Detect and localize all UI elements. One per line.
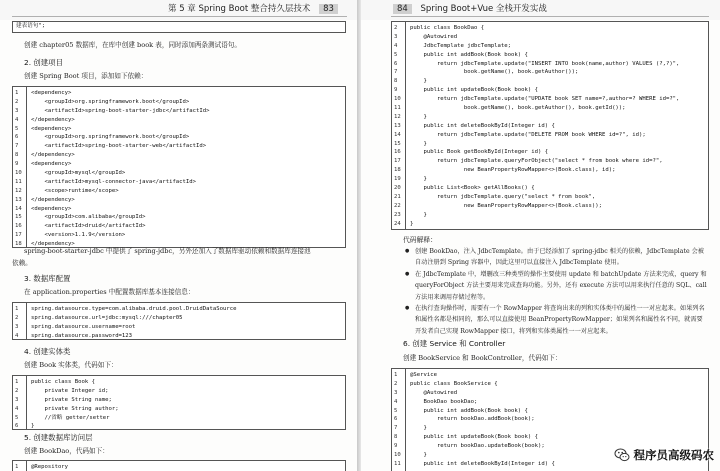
- line-number: 7: [15, 143, 19, 150]
- code-line: [13, 323, 345, 332]
- line-number: 1: [15, 379, 19, 385]
- header-rule: [391, 16, 709, 17]
- code-text: spring.datasource.type=com.alibaba.druid.pool.DruidDataSource: [31, 306, 237, 312]
- code-text: private String author;: [31, 405, 119, 412]
- line-number: 15: [394, 140, 401, 147]
- code-text: <dependency>: [31, 161, 72, 168]
- code-text: public int addBook(Book book) {: [410, 407, 528, 414]
- page-number: 83: [319, 4, 338, 14]
- code-text: </dependency>: [31, 152, 75, 159]
- code-text: private Integer id;: [31, 387, 109, 394]
- code-line: [392, 175, 708, 184]
- line-number: 18: [394, 167, 401, 174]
- code-line: [13, 160, 345, 169]
- code-text: <groupId>com.alibaba</groupId>: [31, 214, 146, 221]
- code-line: [392, 51, 708, 60]
- line-number: 7: [394, 69, 398, 76]
- code-text: book.getName(), book.getAuthor());: [410, 69, 579, 76]
- line-number: 22: [394, 202, 401, 209]
- code-text: new BeanPropertyRowMapper<>(Book.class), id);: [410, 167, 616, 174]
- code-text: public int addBook(Book book) {: [410, 51, 528, 58]
- code-text: }: [31, 423, 35, 430]
- paragraph: 创建 chapter05 数据库，在库中创建 book 表，同时添加两条测试语句。: [24, 41, 241, 49]
- code-line: [392, 202, 708, 211]
- code-text: public class Book {: [31, 379, 95, 385]
- code-line: [392, 24, 708, 33]
- code-text: public int updateBook(Book book) {: [410, 87, 538, 94]
- code-text: return jdbcTemplate.update("INSERT INTO book(name,author) VALUES (?,?)",: [410, 60, 680, 67]
- watermark: [614, 447, 715, 463]
- code-text: }: [410, 176, 427, 183]
- code-line: [392, 42, 708, 51]
- code-text: </dependency>: [31, 116, 75, 123]
- code-text: }: [410, 425, 427, 432]
- code-text: }: [410, 211, 427, 218]
- line-number: 14: [394, 131, 401, 138]
- code-block-bookdao: [391, 21, 709, 230]
- code-text: return jdbcTemplate.query("select * from book",: [410, 193, 596, 200]
- line-number: 1: [15, 464, 19, 470]
- header-rule: [12, 16, 347, 17]
- code-text: <artifactId>spring-boot-starter-jdbc</artifactId>: [31, 107, 210, 114]
- explanation-bullet: ● 在 JdbcTemplate 中，增删改三种类型的操作主要使用 update 和 batchUpdate 方法来完成，query 和 queryForObject 方法主要用来完成查询功能。另外，还有 execute 方法可以用来执行任意的 SQL、call 方法用来调用存储过程等。: [405, 269, 707, 303]
- code-text: }: [410, 452, 427, 459]
- code-text: <dependency>: [31, 90, 72, 96]
- line-number: 18: [15, 241, 22, 248]
- code-line: [13, 133, 345, 142]
- line-number: 1: [15, 306, 19, 312]
- line-number: 15: [15, 214, 22, 221]
- code-text: public int deleteBookById(Integer id) {: [410, 460, 555, 467]
- section-heading: 4. 创建实体类: [24, 347, 71, 356]
- code-line: [13, 98, 345, 107]
- code-text: @Autowired: [410, 389, 458, 396]
- line-number: 3: [15, 323, 19, 330]
- code-text: spring.datasource.password=123: [31, 332, 133, 339]
- code-text: @Repository: [31, 464, 69, 470]
- code-line: [392, 60, 708, 69]
- code-line: [13, 213, 345, 222]
- code-text: public List<Book> getAllBooks() {: [410, 185, 535, 192]
- line-number: 11: [394, 460, 401, 467]
- line-number: 3: [15, 107, 19, 114]
- line-number: 16: [15, 223, 22, 230]
- line-number: 4: [15, 332, 19, 339]
- code-line: [13, 231, 345, 240]
- line-number: 2: [394, 25, 398, 31]
- code-block-properties: [12, 302, 346, 340]
- code-line: [392, 122, 708, 131]
- code-text: public int updateBook(Book book) {: [410, 434, 538, 441]
- section-heading: 5. 创建数据库访问层: [24, 433, 93, 442]
- code-text: public class BookService {: [410, 380, 498, 387]
- running-head: [393, 2, 547, 14]
- code-line: 建表语句";: [16, 23, 46, 29]
- line-number: 9: [394, 87, 398, 94]
- code-text: public Book getBookById(Integer id) {: [410, 149, 549, 156]
- explanation-bullet: ● 在执行查询操作时，需要有一个 RowMapper 将查询出来的列和实体类中的属性一一对应起来。如果列名和属性名都是相同的，那么可以直接使用 BeanPropertyRowMapper；如果列名和属性名不同，就需要开发者自己实现 RowMapper 接口，将列和实体类属性一一对应起来。: [405, 303, 707, 337]
- code-text: <scope>runtime</scope>: [31, 187, 119, 194]
- code-line: [392, 184, 708, 193]
- code-text: //省略 getter/setter: [31, 414, 110, 421]
- line-number: 13: [15, 196, 22, 203]
- code-text: <groupId>mysql</groupId>: [31, 170, 126, 177]
- paragraph: 创建 Book 实体类，代码如下：: [24, 361, 118, 369]
- paragraph: 依赖。: [12, 259, 32, 267]
- line-number: 5: [394, 407, 398, 414]
- explanation-bullet: ● 创建 BookDao，注入 JdbcTemplate。由于已经添加了 spring-jdbc 相关的依赖，JdbcTemplate 会被自动注册到 Spring 容器中，因此这里可以直接注入 JdbcTemplate 使用。: [405, 246, 707, 269]
- code-line: [13, 187, 345, 196]
- book-title: Spring Boot+Vue 全栈开发实战: [420, 4, 547, 14]
- code-line: [13, 463, 345, 471]
- code-line: [392, 398, 708, 407]
- code-text: <artifactId>mysql-connector-java</artifactId>: [31, 178, 197, 185]
- line-number: 1: [394, 372, 398, 378]
- running-head: [168, 2, 338, 14]
- code-text: }: [410, 78, 427, 85]
- code-snippet-top: [12, 21, 346, 33]
- paragraph: 创建 BookDao，代码如下：: [24, 447, 109, 455]
- line-number: 4: [15, 405, 19, 412]
- explanation-list: [405, 246, 707, 337]
- code-text: public int deleteBookById(Integer id) {: [410, 122, 555, 129]
- line-number: 5: [394, 51, 398, 58]
- code-text: <dependency>: [31, 125, 72, 132]
- section-heading: 2. 创建项目: [24, 58, 63, 67]
- code-line: [13, 305, 345, 314]
- code-line: [13, 332, 345, 340]
- explanation-title: 代码解释：: [403, 236, 437, 244]
- code-line: [392, 86, 708, 95]
- code-line: [392, 193, 708, 202]
- code-line: [13, 205, 345, 214]
- code-line: [392, 95, 708, 104]
- left-page: [0, 0, 357, 471]
- code-text: return bookDao.updateBook(book);: [410, 443, 545, 450]
- code-text: spring.datasource.username=root: [31, 323, 136, 330]
- code-text: return jdbcTemplate.update("DELETE FROM book WHERE id=?", id);: [410, 131, 646, 138]
- line-number: 3: [394, 33, 398, 40]
- code-line: [13, 414, 345, 423]
- code-line: [13, 89, 345, 98]
- code-text: <groupId>org.springframework.boot</groupId>: [31, 134, 190, 141]
- code-line: [13, 378, 345, 387]
- line-number: 6: [394, 60, 398, 67]
- line-number: 9: [394, 443, 398, 450]
- watermark-text: 程序员高级码农: [633, 448, 714, 462]
- line-number: 10: [394, 452, 401, 459]
- line-number: 8: [15, 152, 19, 159]
- paragraph: 在 application.properties 中配置数据库基本连接信息：: [24, 288, 195, 296]
- paragraph: 创建 BookService 和 BookController，代码如下：: [403, 354, 562, 362]
- code-line: [392, 148, 708, 157]
- line-number: 6: [394, 416, 398, 423]
- line-number: 4: [15, 116, 19, 123]
- code-line: [392, 424, 708, 433]
- line-number: 11: [15, 178, 22, 185]
- code-text: <version>1.1.9</version>: [31, 232, 126, 239]
- code-line: [392, 407, 708, 416]
- code-line: [13, 107, 345, 116]
- code-line: [392, 113, 708, 122]
- code-line: [13, 142, 345, 151]
- line-number: 6: [15, 134, 19, 141]
- line-number: 21: [394, 193, 401, 200]
- code-text: return jdbcTemplate.update("UPDATE book SET name=?,author=? WHERE id=?",: [410, 96, 680, 103]
- line-number: 3: [15, 396, 19, 403]
- code-text: <artifactId>druid</artifactId>: [31, 223, 146, 230]
- code-line: [392, 380, 708, 389]
- code-line: [13, 169, 345, 178]
- code-line: [392, 433, 708, 442]
- line-number: 2: [15, 98, 19, 105]
- line-number: 10: [394, 96, 401, 103]
- code-line: [13, 178, 345, 187]
- code-line: [392, 131, 708, 140]
- line-number: 8: [394, 78, 398, 85]
- line-number: 3: [394, 389, 398, 396]
- code-block-dependencies: [12, 86, 346, 248]
- code-line: [392, 157, 708, 166]
- code-line: [392, 389, 708, 398]
- code-line: [392, 220, 708, 229]
- code-line: [13, 222, 345, 231]
- code-text: BookDao bookDao;: [410, 398, 478, 405]
- line-number: 5: [15, 125, 19, 132]
- page-number: 84: [393, 4, 412, 14]
- line-number: 5: [15, 414, 19, 421]
- code-text: <artifactId>spring-boot-starter-web</artifactId>: [31, 143, 207, 150]
- code-line: [13, 422, 345, 430]
- section-heading: 6. 创建 Service 和 Controller: [403, 339, 506, 348]
- code-line: [392, 77, 708, 86]
- code-line: [392, 140, 708, 149]
- code-line: [13, 314, 345, 323]
- paragraph: spring-boot-starter-jdbc 中提供了 spring-jdbc，另外还加入了数据库驱动依赖和数据库连接池: [24, 247, 311, 255]
- code-line: [392, 211, 708, 220]
- line-number: 12: [394, 113, 401, 120]
- code-text: </dependency>: [31, 196, 75, 203]
- code-line: [392, 371, 708, 380]
- code-text: @Autowired: [410, 33, 458, 40]
- line-number: 23: [394, 211, 401, 218]
- code-line: [392, 166, 708, 175]
- line-number: 17: [15, 232, 22, 239]
- line-number: 20: [394, 185, 401, 192]
- code-text: private String name;: [31, 396, 112, 403]
- code-text: @Service: [410, 372, 437, 378]
- chapter-title: 第 5 章 Spring Boot 整合持久层技术: [168, 4, 311, 14]
- line-number: 7: [394, 425, 398, 432]
- wechat-bubble-icon: [614, 447, 630, 463]
- line-number: 1: [15, 90, 19, 96]
- line-number: 17: [394, 158, 401, 165]
- code-line: [13, 125, 345, 134]
- code-text: public class BookDao {: [410, 25, 485, 31]
- line-number: 2: [15, 387, 19, 394]
- code-line: [13, 387, 345, 396]
- code-text: JdbcTemplate jdbcTemplate;: [410, 42, 512, 49]
- code-block-book: [12, 375, 346, 430]
- line-number: 4: [394, 42, 398, 49]
- line-number: 8: [394, 434, 398, 441]
- line-number: 2: [15, 314, 19, 321]
- line-number: 16: [394, 149, 401, 156]
- code-line: [392, 68, 708, 77]
- code-text: return jdbcTemplate.queryForObject("select * from book where id=?",: [410, 158, 663, 165]
- line-number: 10: [15, 170, 22, 177]
- code-line: [392, 33, 708, 42]
- line-number: 11: [394, 105, 401, 112]
- code-line: [13, 405, 345, 414]
- code-text: }: [410, 220, 414, 227]
- line-number: 9: [15, 161, 19, 168]
- code-text: }: [410, 140, 427, 147]
- line-number: 2: [394, 380, 398, 387]
- code-line: [13, 116, 345, 125]
- line-number: 24: [394, 220, 401, 227]
- right-page: [361, 0, 720, 471]
- line-number: 19: [394, 176, 401, 183]
- code-text: <groupId>org.springframework.boot</groupId>: [31, 98, 190, 105]
- line-number: 6: [15, 423, 19, 430]
- code-block-repository: [12, 460, 346, 471]
- section-heading: 3. 数据库配置: [24, 274, 71, 283]
- code-text: return bookDao.addBook(book);: [410, 416, 535, 423]
- code-line: [392, 415, 708, 424]
- code-text: new BeanPropertyRowMapper<>(Book.class));: [410, 202, 602, 209]
- code-text: </dependency>: [31, 241, 75, 248]
- code-line: [13, 396, 345, 405]
- code-line: [13, 151, 345, 160]
- line-number: 13: [394, 122, 401, 129]
- line-number: 12: [15, 187, 22, 194]
- code-text: spring.datasource.url=jdbc:mysql:///chapter05: [31, 314, 183, 321]
- code-line: [13, 196, 345, 205]
- line-number: 4: [394, 398, 398, 405]
- code-line: [392, 104, 708, 113]
- paragraph: 创建 Spring Boot 项目，添加如下依赖：: [24, 72, 148, 80]
- code-text: }: [410, 113, 427, 120]
- line-number: 14: [15, 205, 22, 212]
- code-text: book.getName(), book.getAuthor(), book.getId());: [410, 105, 626, 112]
- code-text: <dependency>: [31, 205, 72, 212]
